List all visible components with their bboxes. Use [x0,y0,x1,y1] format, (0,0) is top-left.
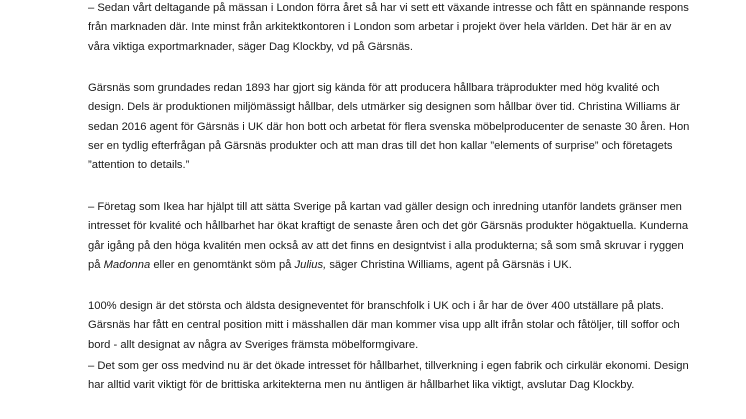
text-line: design. Dels är produktionen miljömässigt hållbar, dels utmärker sig designen som hållbar över tid. Christina Williams är [88,101,680,114]
paragraph-company-background [88,79,689,175]
text-line: Gärsnäs har fått en central position mitt i mässhallen där man kommer visa upp allt ifrån stolar och fåtöljer, till soffor och [88,319,680,332]
text-line: – Det som ger oss medvind nu är det ökade intresset för hållbarhet, tillverkning i egen fabrik och cirkulär ekonomi. Design [88,360,689,372]
text-line: 100% design är det största och äldsta designeventet för branschfolk i UK och i år har de över 400 utställare på plats. [88,300,664,312]
paragraph-quote-christina-williams [88,198,688,275]
text-line: – Sedan vårt deltagande på mässan i London förra året så har vi sett ett växande intresse och fått en spännande respons [88,2,689,14]
text-line: bord - allt designat av några av Sveriges främsta möbelformgivare. [88,338,419,351]
text-line: sedan 2016 agent för Gärsnäs i UK där hon bott och arbetat för flera svenska möbelproducenter de senaste 30 åren. Hon [88,120,690,133]
text-line: ”attention to details.” [88,159,190,172]
text-line: – Företag som Ikea har hjälpt till att sätta Sverige på kartan vad gäller design och inredning utanför landets gränser men [88,201,682,213]
text-line: går igång på den höga kvalitén men också av att det finns en designtvist i alla produkterna; så som små skruvar i ryggen [88,239,684,252]
text-fragment: på [88,258,104,271]
text-line: intresset för kvalité och hållbarhet har ökat kraftigt de senaste åren och det gör Gärsnäs produkter högaktuella. Kunderna [88,220,689,233]
paragraph-quote-dag-klockby-1 [88,0,689,57]
paragraph-100-design-event [88,297,680,355]
text-line [88,256,688,275]
text-line: våra viktiga exportmarknader, säger Dag Klockby, vd på Gärsnäs. [88,40,414,53]
text-line: har alltid varit viktigt för de brittiska arkitekterna men nu äntligen är hållbarhet lika viktigt, avslutar Dag Klockby. [88,379,635,392]
product-name-julius: Julius, [294,258,327,271]
product-name-madonna: Madonna [103,258,151,271]
text-line: ser en tydlig efterfrågan på Gärsnäs produkter och att man dras till det hon kallar ”elements of surprise” och företagets [88,139,673,152]
text-fragment: säger Christina Williams, agent på Gärsnäs i UK. [326,258,572,271]
text-line: från marknaden där. Inte minst från arkitektkontoren i London som arbetar i projekt över hela världen. Det här är en av [88,21,672,34]
text-line: Gärsnäs som grundades redan 1893 har gjort sig kända för att producera hållbara träprodukter med hög kvalité och [88,82,660,94]
text-fragment: eller en genomtänkt söm på [150,258,295,271]
paragraph-quote-dag-klockby-2 [88,357,689,396]
